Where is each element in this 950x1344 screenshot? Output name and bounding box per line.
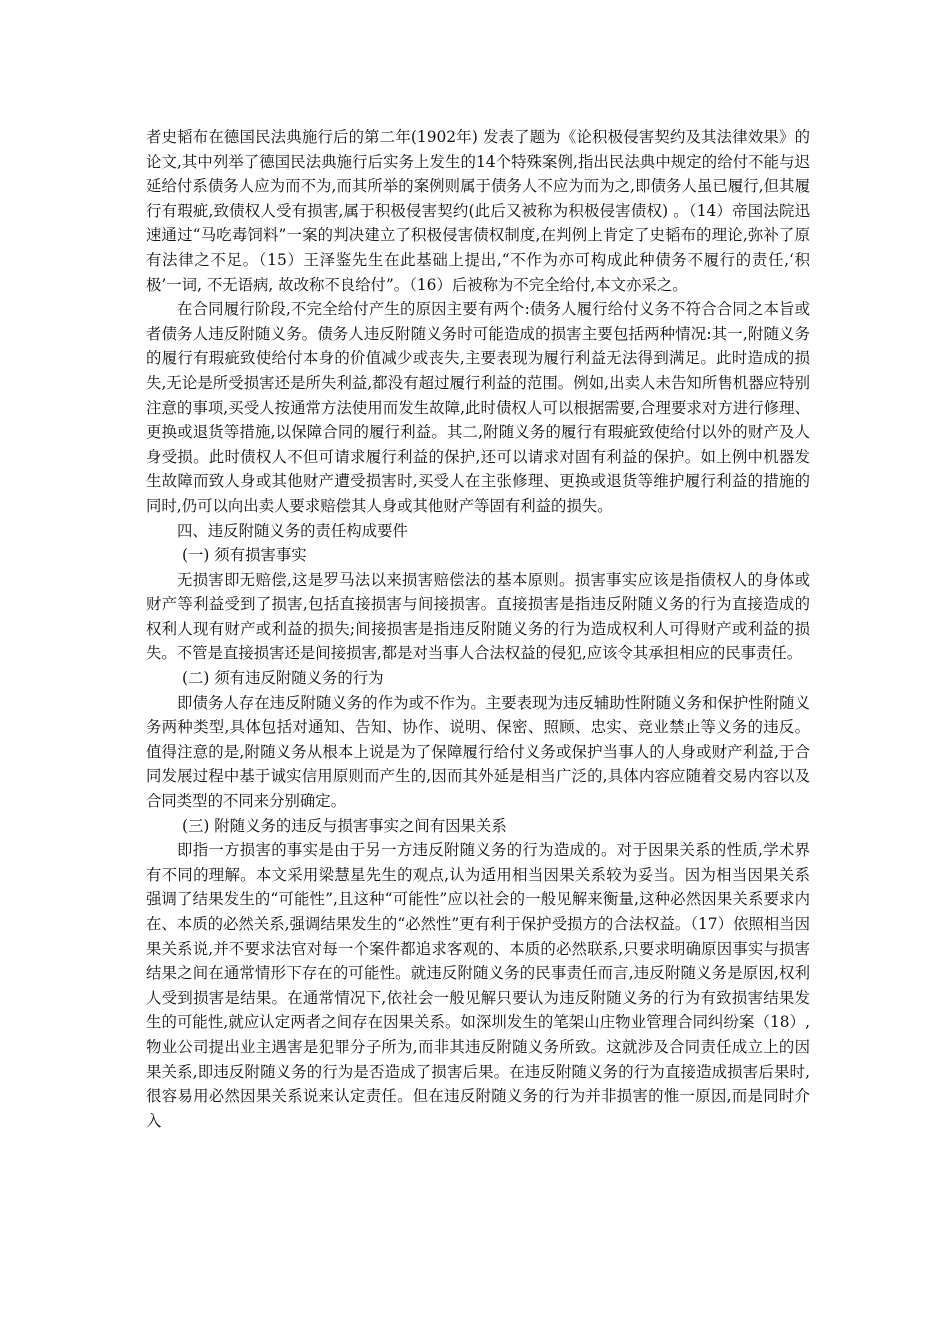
paragraph-incomplete-performance: 在合同履行阶段,不完全给付产生的原因主要有两个:债务人履行给付义务不符合合同之本旨或者债务人违反附随义务。债务人违反附随义务时可能造成的损害主要包括两种情况:其一,附随义务的履行有瑕疵致使给付本身的价值减少或丧失,主要表现为履行利益无法得到满足。此时造成的损失,无论是所受损害还是所失利益,都没有超过履行利益的范围。例如,出卖人未告知所售机器应特别注意的事项,买受人按通常方法使用而发生故障,此时债权人可以根据需要,合理要求对方进行修理、更换或退货等措施,以保障合同的履行利益。其二,附随义务的履行有瑕疵致使给付以外的财产及人身受损。此时债权人不但可请求履行利益的保护,还可以请求对固有利益的保护。如上例中机器发生故障而致人身或其他财产遭受损害时,买受人在主张修理、更换或退货等维护履行利益的措施的同时,仍可以向出卖人要求赔偿其人身或其他财产等固有利益的损失。: [146, 300, 810, 515]
subheading-violation-act: (二) 须有违反附随义务的行为: [182, 669, 384, 688]
paragraph-causation: 即指一方损害的事实是由于另一方违反附随义务的行为造成的。对于因果关系的性质,学术界有不同的理解。本文采用梁慧星先生的观点,认为适用相当因果关系较为妥当。因为相当因果关系强调了结果发生的“可能性”,且这种“可能性”应以社会的一般见解来衡量,这种必然因果关系要求内在、本质的必然关系,强调结果发生的“必然性”更有利于保护受损方的合法权益。（17）依照相当因果关系说,并不要求法官对每一个案件都追求客观的、本质的必然联系,只要求明确原因事实与损害结果之间在通常情形下存在的可能性。就违反附随义务的民事责任而言,违反附随义务是原因,权利人受到损害是结果。在通常情况下,依社会一般见解只要认为违反附随义务的行为有致损害结果发生的可能性,就应认定两者之间存在因果关系。如深圳发生的笔架山庄物业管理合同纠纷案（18）,物业公司提出业主遇害是犯罪分子所为,而非其违反附随义务所致。这就涉及合同责任成立上的因果关系,即违反附随义务的行为是否造成了损害后果。在违反附随义务的行为直接造成损害后果时,很容易用必然因果关系说来认定责任。但在违反附随义务的行为并非损害的惟一原因,而是同时介入: [146, 841, 810, 1130]
document-body: [146, 125, 810, 1133]
section-heading-liability-elements: 四、违反附随义务的责任构成要件: [177, 521, 408, 540]
subheading-causation: (三) 附随义务的违反与损害事实之间有因果关系: [182, 816, 507, 835]
subheading-damage-fact: (一) 须有损害事实: [182, 546, 307, 565]
paragraph-continued: 者史韬布在德国民法典施行后的第二年(1902年) 发表了题为《论积极侵害契约及其法律效果》的论文,其中列举了德国民法典施行后实务上发生的14个特殊案例,指出民法典中规定的给付不能与迟延给付系债务人应为而不为,而其所举的案例则属于债务人不应为而为之,即债务人虽已履行,但其履行有瑕疵,致债权人受有损害,属于积极侵害契约(此后又被称为积极侵害债权) 。（14）帝国法院迅速通过“马吃毒饲料”一案的判决建立了积极侵害债权制度,在判例上肯定了史韬布的理论,弥补了原有法律之不足。（15）王泽鉴先生在此基础上提出,“不作为亦可构成此种债务不履行的责任,‘积极’一词, 不无语病, 故改称不良给付”。（16）后被称为不完全给付,本文亦采之。: [146, 128, 810, 294]
paragraph-violation-act: 即债务人存在违反附随义务的作为或不作为。主要表现为违反辅助性附随义务和保护性附随义务两种类型,具体包括对通知、告知、协作、说明、保密、照顾、忠实、竞业禁止等义务的违反。值得注意的是,附随义务从根本上说是为了保障履行给付义务或保护当事人的人身或财产利益,于合同发展过程中基于诚实信用原则而产生的,因而其外延是相当广泛的,具体内容应随着交易内容以及合同类型的不同来分别确定。: [146, 693, 810, 811]
paragraph-damage-fact: 无损害即无赔偿,这是罗马法以来损害赔偿法的基本原则。损害事实应该是指债权人的身体或财产等利益受到了损害,包括直接损害与间接损害。直接损害是指违反附随义务的行为直接造成的权利人现有财产或利益的损失;间接损害是指违反附随义务的行为造成权利人可得财产或利益的损失。不管是直接损害还是间接损害,都是对当事人合法权益的侵犯,应该令其承担相应的民事责任。: [146, 570, 810, 663]
